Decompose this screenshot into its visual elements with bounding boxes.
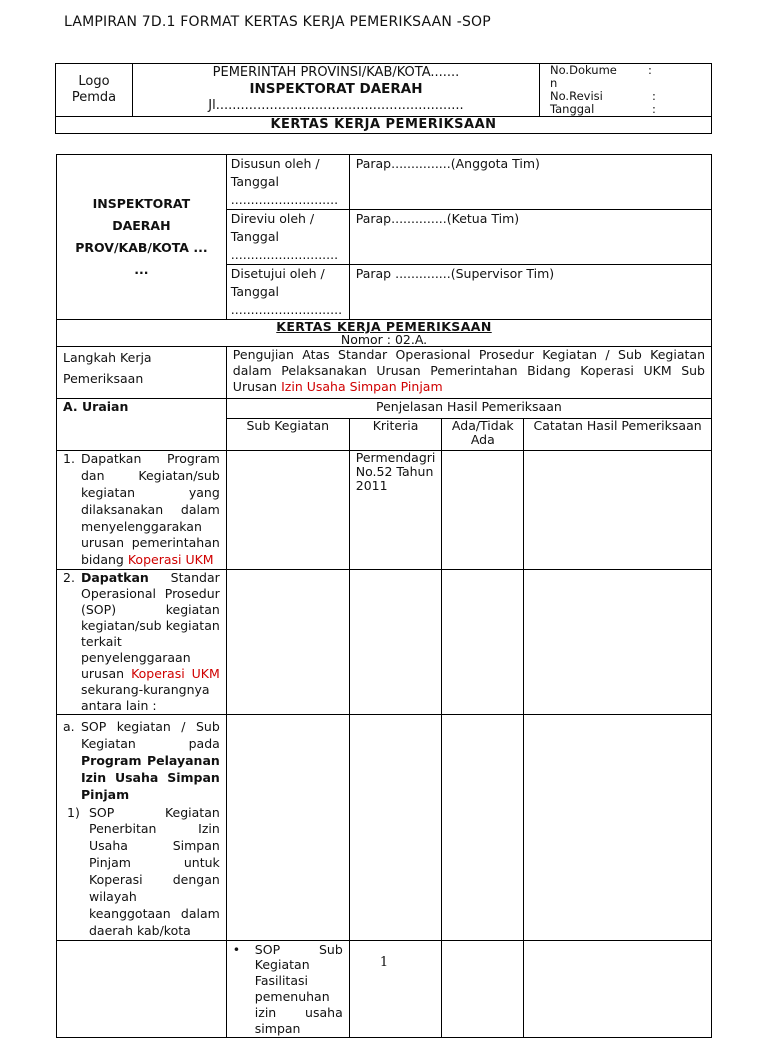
col-header-notes: Catatan Hasil Pemeriksaan (524, 419, 712, 451)
step-description-cell (226, 347, 711, 399)
org-government: PEMERINTAH PROVINSI/KAB/KOTA....... (212, 65, 460, 81)
reviewed-by-label: Direviu oleh / Tanggal (230, 211, 315, 244)
org-sign-line-4: ... (134, 262, 149, 277)
prepared-by-cell (226, 155, 349, 210)
reviewed-by-dots: ........................... (230, 247, 339, 262)
col-header-sub-activity: Sub Kegiatan (226, 419, 349, 451)
row-2-sub-activity (226, 570, 349, 715)
reviewed-initial: Parap..............(Ketua Tim) (349, 210, 711, 265)
org-sign-line-2: DAERAH (112, 218, 171, 233)
step-description: Pengujian Atas Standar Operasional Prosedur Kegiatan / Sub Kegiatan dalam Pelaksanakan Urusan Pemerintahan Bidang Koperasi UKM Sub Urusan (232, 347, 705, 394)
row-a-sub-activity (226, 715, 349, 940)
kkp-number: Nomor : 02.A. (340, 332, 428, 347)
logo-cell (56, 64, 133, 117)
col-header-criteria: Kriteria (349, 419, 442, 451)
row-a-notes (524, 715, 712, 940)
org-address: Jl............................................................ (208, 98, 464, 114)
row-a-criteria (349, 715, 442, 940)
logo-line-1: Logo (78, 73, 110, 89)
row-2-tail: sekurang-kurangnya antara lain : (81, 682, 210, 714)
date-label: Tanggal (550, 101, 595, 116)
explanation-header: Penjelasan Hasil Pemeriksaan (226, 399, 711, 419)
approved-by-cell (226, 265, 349, 320)
row-2-criteria (349, 570, 442, 715)
revision-label: No.Revisi (550, 88, 603, 103)
prepared-initial: Parap...............(Anggota Tim) (349, 155, 711, 210)
prepared-by-label: Disusun oleh / Tanggal (230, 156, 320, 189)
approved-by-dots: ............................ (230, 302, 343, 317)
row-1-notes (524, 451, 712, 570)
row-2-notes (524, 570, 712, 715)
row-2-exists (442, 570, 524, 715)
doc-number-label: No.Dokume (550, 63, 617, 77)
row-1a-text: SOP Kegiatan Penerbitan Izin Usaha Simpan Pinjam untuk Koperasi dengan wilayah keanggotaan dalam daerah kab/kota (89, 804, 220, 938)
doc-number-colon: : (648, 63, 652, 77)
kkp-banner: KERTAS KERJA PEMERIKSAAN (56, 116, 712, 133)
org-inspectorate: INSPEKTORAT DAERAH (249, 81, 423, 98)
row-b-text: SOP Sub Kegiatan Fasilitasi pemenuhan izin usaha simpan (254, 941, 343, 1036)
audit-worksheet-table (56, 154, 712, 1038)
kkp-title-cell (57, 320, 712, 347)
row-a-program: Program Pelayanan Izin Usaha Simpan Pinjam (81, 752, 220, 802)
row-2-uraian (57, 570, 227, 715)
row-2-highlight: Koperasi UKM (131, 666, 220, 682)
org-sign-line-1: INSPEKTORAT (92, 196, 191, 211)
row-1-criteria: Permendagri No.52 Tahun 2011 (349, 451, 442, 570)
revision-colon: : (652, 88, 656, 103)
doc-number-label-wrap: n (550, 75, 558, 90)
org-sign-line-3: PROV/KAB/KOTA ... (75, 240, 208, 255)
reviewed-by-cell (226, 210, 349, 265)
row-2-bold: Dapatkan (81, 570, 149, 586)
document-title: LAMPIRAN 7D.1 FORMAT KERTAS KERJA PEMERIKSAAN -SOP (64, 14, 491, 30)
date-colon: : (652, 101, 656, 116)
org-cell (133, 64, 540, 117)
prepared-by-dots: ........................... (230, 192, 339, 207)
row-1-sub-activity (226, 451, 349, 570)
row-1-highlight: Koperasi UKM (127, 552, 214, 568)
row-a-number: a. (63, 719, 75, 735)
row-1a-number: 1) (67, 804, 80, 820)
org-sign-cell (57, 155, 227, 320)
row-1-uraian (57, 451, 227, 570)
approved-by-label: Disetujui oleh / Tanggal (230, 266, 325, 299)
approved-initial: Parap ..............(Supervisor Tim) (349, 265, 711, 320)
row-a-exists (442, 715, 524, 940)
row-1-exists (442, 451, 524, 570)
uraian-label: A. Uraian (57, 399, 227, 451)
logo-line-2: Pemda (71, 89, 117, 105)
col-header-exists: Ada/Tidak Ada (442, 419, 524, 451)
header-table (55, 63, 712, 134)
row-1-number: 1. (63, 451, 75, 466)
step-description-highlight: Izin Usaha Simpan Pinjam (281, 379, 443, 394)
row-a-uraian (57, 715, 227, 940)
doc-meta-cell (540, 64, 712, 117)
row-2-text: Standar Operasional Prosedur (SOP) kegiatan kegiatan/sub kegiatan terkait penyelenggaraan urusan (81, 570, 220, 682)
row-1-text: Dapatkan Program dan Kegiatan/sub kegiatan yang dilaksanakan dalam menyelenggarakan urusan pemerintahan bidang (81, 451, 220, 568)
page-number: 1 (379, 955, 389, 970)
step-label: Langkah Kerja Pemeriksaan (57, 347, 227, 399)
row-a-text: SOP kegiatan / Sub Kegiatan pada (81, 719, 220, 751)
kkp-title: KERTAS KERJA PEMERIKSAAN (276, 319, 492, 334)
row-2-number: 2. (63, 570, 75, 586)
bullet-icon: • (232, 941, 241, 957)
